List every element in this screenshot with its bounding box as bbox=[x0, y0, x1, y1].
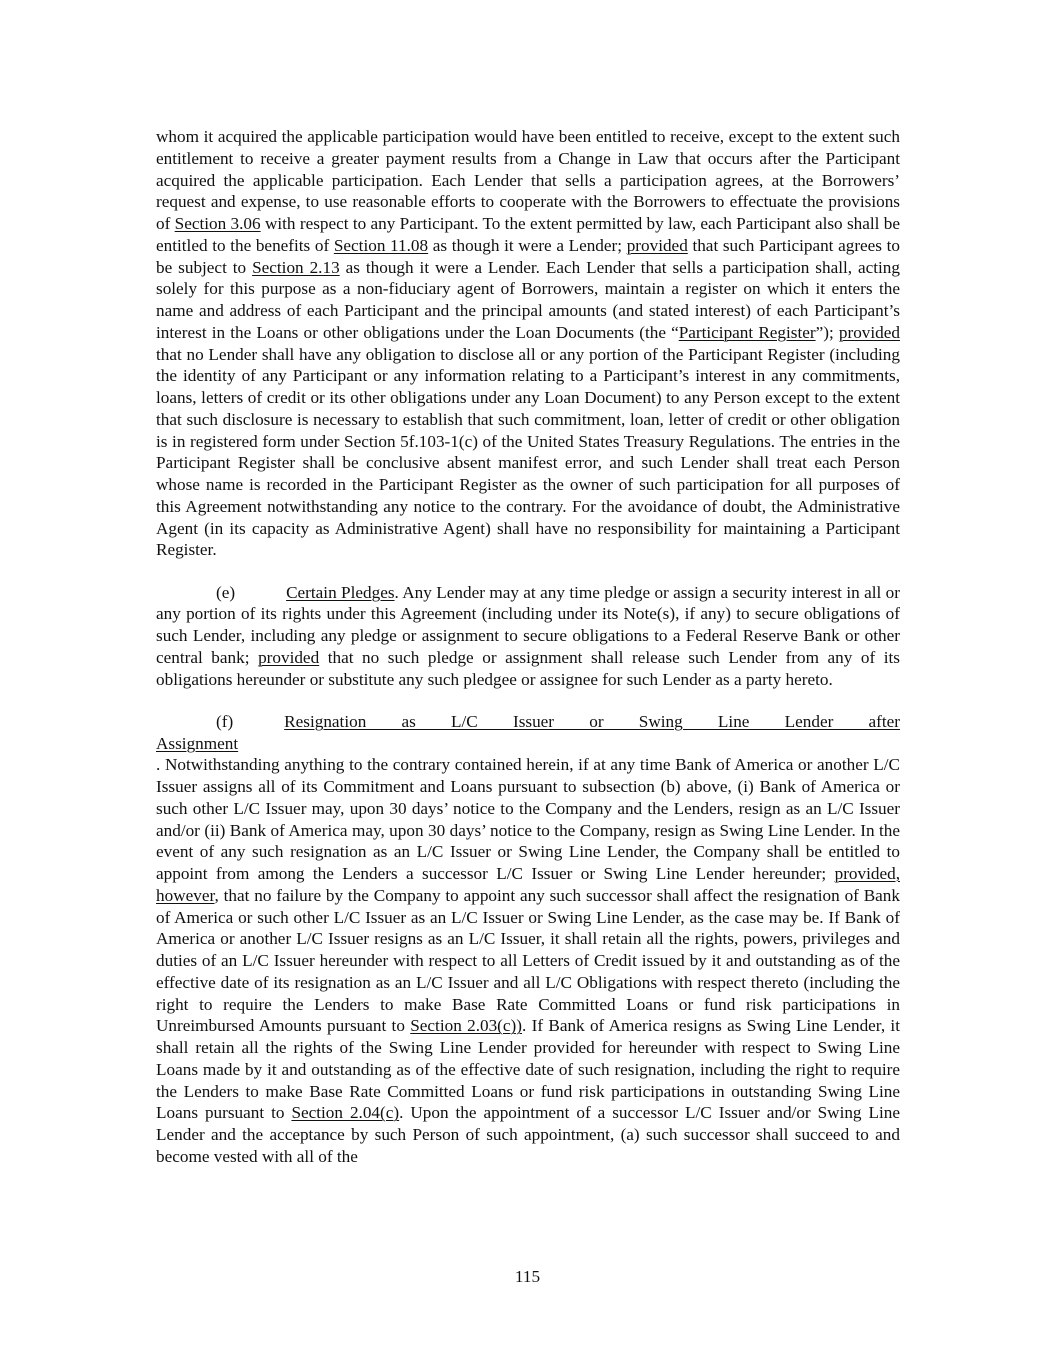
provided-term: provided bbox=[626, 235, 688, 255]
defined-term-participant-register: Participant Register bbox=[678, 322, 816, 342]
however-term: however bbox=[156, 885, 215, 905]
cross-reference-section-3-06: Section 3.06 bbox=[174, 214, 261, 233]
text-run: . Upon the appointment of a successor L/C Issuer and/or Swing Line Lender and the acceptance by such Person of such appointment, (a) such successor shall succeed to and become vested with all of the bbox=[156, 1103, 900, 1166]
text-run: that such Participant agrees to be subject to bbox=[156, 235, 901, 277]
text-run: as though it were a Lender. Each Lender that sells a participation shall, acting solely for this purpose as a non-fiduciary agent of Borrowers, maintain a register on which it enters the name and address of each Participant and the principal amounts (and stated interest) of each Participant’s interest in the Loans or other obligations under the Loan Documents (the “ bbox=[156, 257, 900, 342]
text-run: that no such pledge or assignment shall release such Lender from any of its obligations hereunder or substitute any such pledgee or assignee for such Lender as a party hereto. bbox=[156, 647, 900, 689]
paragraph-participant-register bbox=[156, 126, 900, 561]
provided-term: provided bbox=[258, 647, 320, 667]
text-run: with respect to any Participant. To the extent permitted by law, each Participant also shall be entitled to the benefits of bbox=[156, 214, 900, 255]
clause-heading-resignation: Resignation as L/C Issuer or Swing Line Lender after Assignment bbox=[156, 711, 900, 753]
cross-reference-section-2-13: Section 2.13 bbox=[252, 257, 340, 277]
page-number: 115 bbox=[514, 1267, 541, 1286]
cross-reference-section-2-03-c: Section 2.03(c)) bbox=[410, 1016, 522, 1036]
clause-label-e: (e) bbox=[216, 582, 236, 602]
clause-heading-certain-pledges: Certain Pledges bbox=[286, 582, 395, 602]
cross-reference-section-11-08: Section 11.08 bbox=[333, 235, 429, 255]
paragraph-certain-pledges bbox=[156, 582, 900, 691]
text-run: that no Lender shall have any obligation to disclose all or any portion of the Participant Register (including the identity of any Participant or any information relating to a Participant’s interest in any commitments, loans, letters of credit or its other obligations under any Loan Document) to any Person except to the extent that such disclosure is necessary to establish that such commitment, loan, letter of credit or other obligation is in registered form under Section 5f.103-1(c) of the United States Treasury Regulations. The entries in the Participant Register shall be conclusive absent manifest error, and such Lender shall treat each Person whose name is recorded in the Participant Register as the owner of such participation for all purposes of this Agreement notwithstanding any notice to the contrary. For the avoidance of doubt, the Administrative Agent (in its capacity as Administrative Agent) shall have no responsibility for maintaining a Participant Register. bbox=[156, 344, 900, 560]
text-run: ”); bbox=[815, 322, 839, 342]
paragraph-resignation bbox=[156, 711, 900, 1168]
clause-body bbox=[156, 733, 900, 1168]
body-text bbox=[156, 126, 900, 1168]
clause-label-f: (f) bbox=[216, 711, 234, 731]
provided-term: provided bbox=[838, 322, 900, 342]
text-run: . If Bank of America resigns as Swing Line Lender, it shall retain all the rights of the Swing Line Lender provided for hereunder with respect to Swing Line Loans made by it and outstanding as of the effective date of such resignation, including the right to require the Lenders to make Base Rate Committed Loans or fund risk participations in outstanding Swing Line Loans pursuant to bbox=[156, 1016, 900, 1123]
text-run: . Notwithstanding anything to the contrary contained herein, if at any time Bank of America or another L/C Issuer assigns all of its Commitment and Loans pursuant to subsection (b) above, (i) Bank of America or such other L/C Issuer may, upon 30 days’ notice to the Company and the Lenders, resign as an L/C Issuer and/or (ii) Bank of America may, upon 30 days’ notice to the Company, resign as Swing Line Lender. In the event of any such resignation as an L/C Issuer or Swing Line Lender, the Company shall be entitled to appoint from among the Lenders a successor L/C Issuer or Swing Line Lender hereunder; bbox=[156, 755, 900, 883]
text-run: , that no failure by the Company to appoint any such successor shall affect the resignation of Bank of America or such other L/C Issuer as an L/C Issuer or Swing Line Lender, as the case may be. If Bank of America or another L/C Issuer resigns as an L/C Issuer, it shall retain all the rights, powers, privileges and duties of an L/C Issuer hereunder with respect to all Letters of Credit issued by it and outstanding as of the effective date of its resignation as an L/C Issuer and all L/C Obligations with respect thereto (including the right to require the Lenders to make Base Rate Committed Loans or fund risk participations in Unreimbursed Amounts pursuant to bbox=[156, 885, 900, 1036]
provided-term: provided, bbox=[834, 864, 900, 883]
cross-reference-section-2-04-c: Section 2.04(c) bbox=[291, 1103, 400, 1123]
text-run: whom it acquired the applicable participation would have been entitled to receive, except to the extent such entitlement to receive a greater payment results from a Change in Law that occurs after the Participant acquired the applicable participation. Each Lender that sells a participation agrees, at the Borrowers’ request and expense, to use reasonable efforts to cooperate with the Borrowers to effectuate the provisions of bbox=[156, 127, 900, 233]
text-run: as though it were a Lender; bbox=[428, 235, 627, 255]
text-run: . Any Lender may at any time pledge or assign a security interest in all or any portion of its rights under this Agreement (including under its Note(s), if any) to secure obligations of such Lender, including any pledge or assignment to secure obligations to a Federal Reserve Bank or other central bank; bbox=[156, 582, 900, 667]
